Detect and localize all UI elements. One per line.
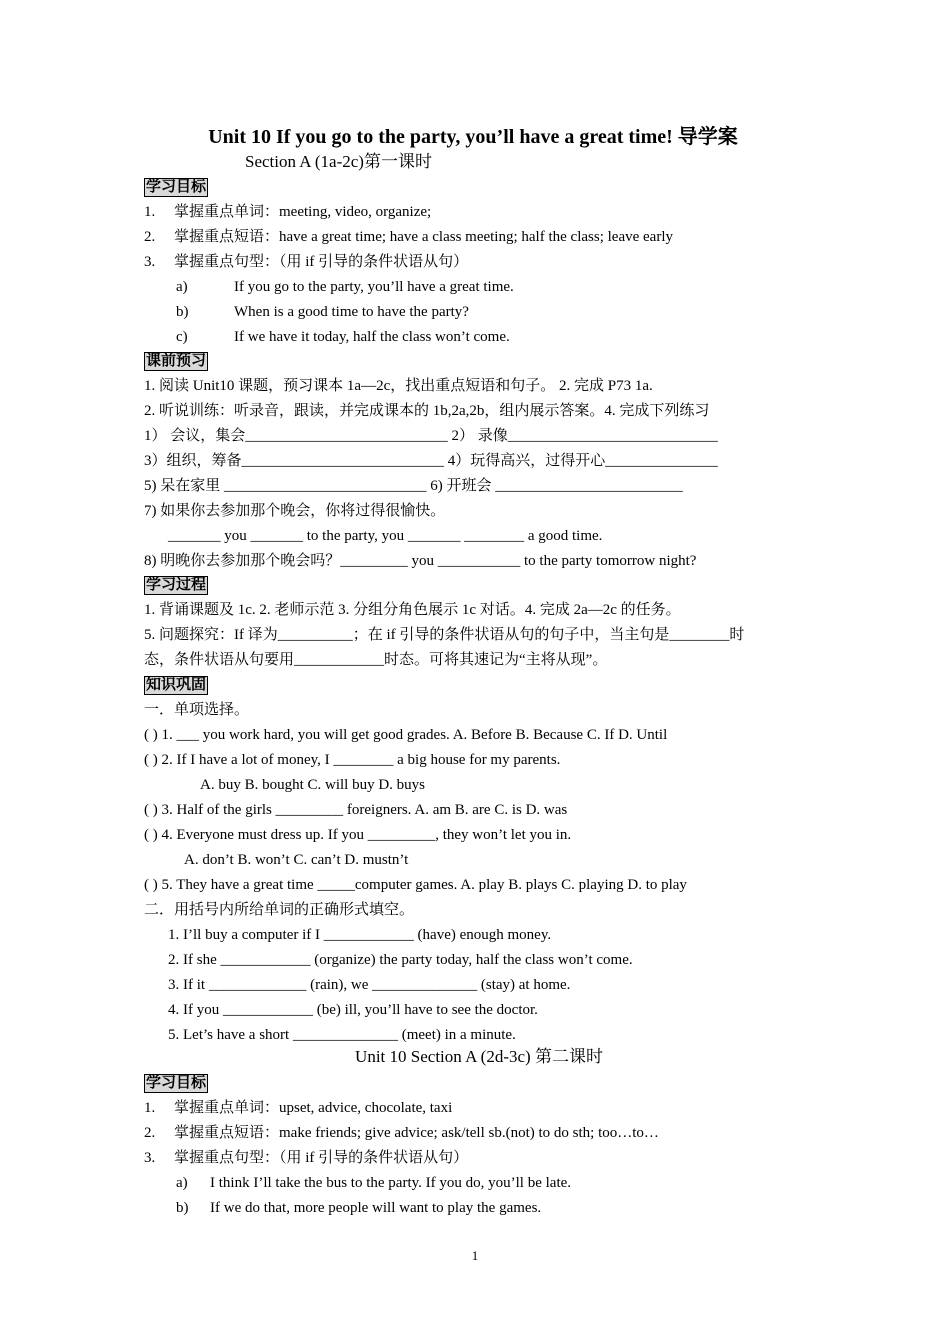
sentence-label: a) — [176, 279, 188, 295]
section-heading-preview: 课前预习 — [146, 353, 207, 369]
preview-line: 2. 听说训练：听录音，跟读，并完成课本的 1b,2a,2b，组内展示答案。4. 完成下列练习 — [144, 403, 710, 419]
mc-question: ( ) 4. Everyone must dress up. If you _________, they won’t let you in. — [144, 827, 572, 843]
mc-question: ( ) 1. ___ you work hard, you will get good grades. A. Before B. Because C. If D. Until — [144, 727, 668, 743]
process-line: 1. 背诵课题及 1c. 2. 老师示范 3. 分组分角色展示 1c 对话。4. 完成 2a—2c 的任务。 — [144, 602, 681, 618]
key-sentence — [176, 1198, 541, 1218]
mc-question: ( ) 5. They have a great time _____computer games. A. play B. plays C. playing D. to play — [144, 877, 687, 893]
key-sentence — [176, 302, 469, 322]
part-title: 二．用括号内所给单词的正确形式填空。 — [144, 902, 415, 918]
goal-text: 掌握重点单词：upset, advice, chocolate, taxi — [174, 1100, 453, 1116]
goal-item — [144, 202, 431, 222]
section-heading-learning-goals: 学习目标 — [146, 179, 207, 195]
section-subtitle: Section A (1a-2c)第一课时 — [245, 152, 432, 171]
sentence-label: c) — [176, 329, 188, 345]
sentence-text: If we do that, more people will want to play the games. — [210, 1200, 542, 1216]
sentence-text: If we have it today, half the class won’t come. — [234, 329, 510, 345]
preview-line: 3）组织，筹备___________________________ 4）玩得高兴，过得开心_______________ — [144, 453, 718, 469]
goal-num: 3. — [144, 254, 156, 270]
goal-item — [144, 1123, 659, 1143]
sentence-text: If you go to the party, you’ll have a great time. — [234, 279, 514, 295]
goal-item — [144, 227, 673, 247]
goal-num: 2. — [144, 229, 156, 245]
sentence-text: I think I’ll take the bus to the party. If you do, you’ll be late. — [210, 1175, 572, 1191]
preview-line: 7) 如果你去参加那个晚会，你将过得很愉快。 — [144, 503, 446, 519]
goal-text: 掌握重点句型：（用 if 引导的条件状语从句） — [174, 254, 469, 270]
fill-question: 1. I’ll buy a computer if I ____________ (have) enough money. — [168, 927, 552, 943]
fill-question: 5. Let’s have a short ______________ (meet) in a minute. — [168, 1027, 516, 1043]
section-heading-process: 学习过程 — [146, 577, 207, 593]
fill-question: 4. If you ____________ (be) ill, you’ll have to see the doctor. — [168, 1002, 538, 1018]
document-title: Unit 10 If you go to the party, you’ll have a great time! 导学案 — [208, 126, 738, 148]
preview-line: 8) 明晚你去参加那个晚会吗？_________ you ___________ to the party tomorrow night? — [144, 553, 697, 569]
part-title: 一．单项选择。 — [144, 702, 250, 718]
goal-text: 掌握重点单词：meeting, video, organize; — [174, 204, 432, 220]
goal-text: 掌握重点句型：（用 if 引导的条件状语从句） — [174, 1150, 469, 1166]
goal-num: 2. — [144, 1125, 156, 1141]
mc-options: A. buy B. bought C. will buy D. buys — [200, 777, 426, 793]
mc-question: ( ) 3. Half of the girls _________ foreigners. A. am B. are C. is D. was — [144, 802, 568, 818]
process-line: 5. 问题探究：If 译为__________；在 if 引导的条件状语从句的句子中，当主句是________时 — [144, 627, 745, 643]
key-sentence — [176, 1173, 571, 1193]
section-heading-consolidation: 知识巩固 — [146, 677, 207, 693]
goal-num: 1. — [144, 204, 156, 220]
goal-text: 掌握重点短语：have a great time; have a class meeting; half the class; leave early — [174, 229, 673, 245]
section-heading-learning-goals-2: 学习目标 — [146, 1075, 207, 1091]
goal-text: 掌握重点短语：make friends; give advice; ask/tell sb.(not) to do sth; too…to… — [174, 1125, 659, 1141]
goal-item — [144, 252, 468, 272]
sentence-label: b) — [176, 304, 189, 320]
goal-item — [144, 1098, 452, 1118]
key-sentence — [176, 327, 510, 347]
preview-line: 1. 阅读 Unit10 课题，预习课本 1a—2c，找出重点短语和句子。 2. 完成 P73 1a. — [144, 378, 653, 394]
key-sentence — [176, 277, 514, 297]
fill-question: 2. If she ____________ (organize) the party today, half the class won’t come. — [168, 952, 633, 968]
goal-item — [144, 1148, 468, 1168]
page-number: 1 — [471, 1248, 479, 1263]
fill-question: 3. If it _____________ (rain), we ______________ (stay) at home. — [168, 977, 571, 993]
process-line: 态，条件状语从句要用____________时态。可将其速记为“主将从现”。 — [144, 652, 608, 668]
sentence-text: When is a good time to have the party? — [234, 304, 469, 320]
sentence-label: b) — [176, 1200, 189, 1216]
preview-line: 5) 呆在家里 ___________________________ 6) 开班会 _________________________ — [144, 478, 683, 494]
preview-line: 1） 会议，集会___________________________ 2） 录像____________________________ — [144, 428, 718, 444]
goal-num: 3. — [144, 1150, 156, 1166]
preview-line: _______ you _______ to the party, you _______ ________ a good time. — [168, 528, 603, 544]
mc-question: ( ) 2. If I have a lot of money, I ________ a big house for my parents. — [144, 752, 561, 768]
goal-num: 1. — [144, 1100, 156, 1116]
mc-options: A. don’t B. won’t C. can’t D. mustn’t — [184, 852, 409, 868]
section-subtitle-2: Unit 10 Section A (2d-3c) 第二课时 — [355, 1047, 603, 1066]
sentence-label: a) — [176, 1175, 188, 1191]
